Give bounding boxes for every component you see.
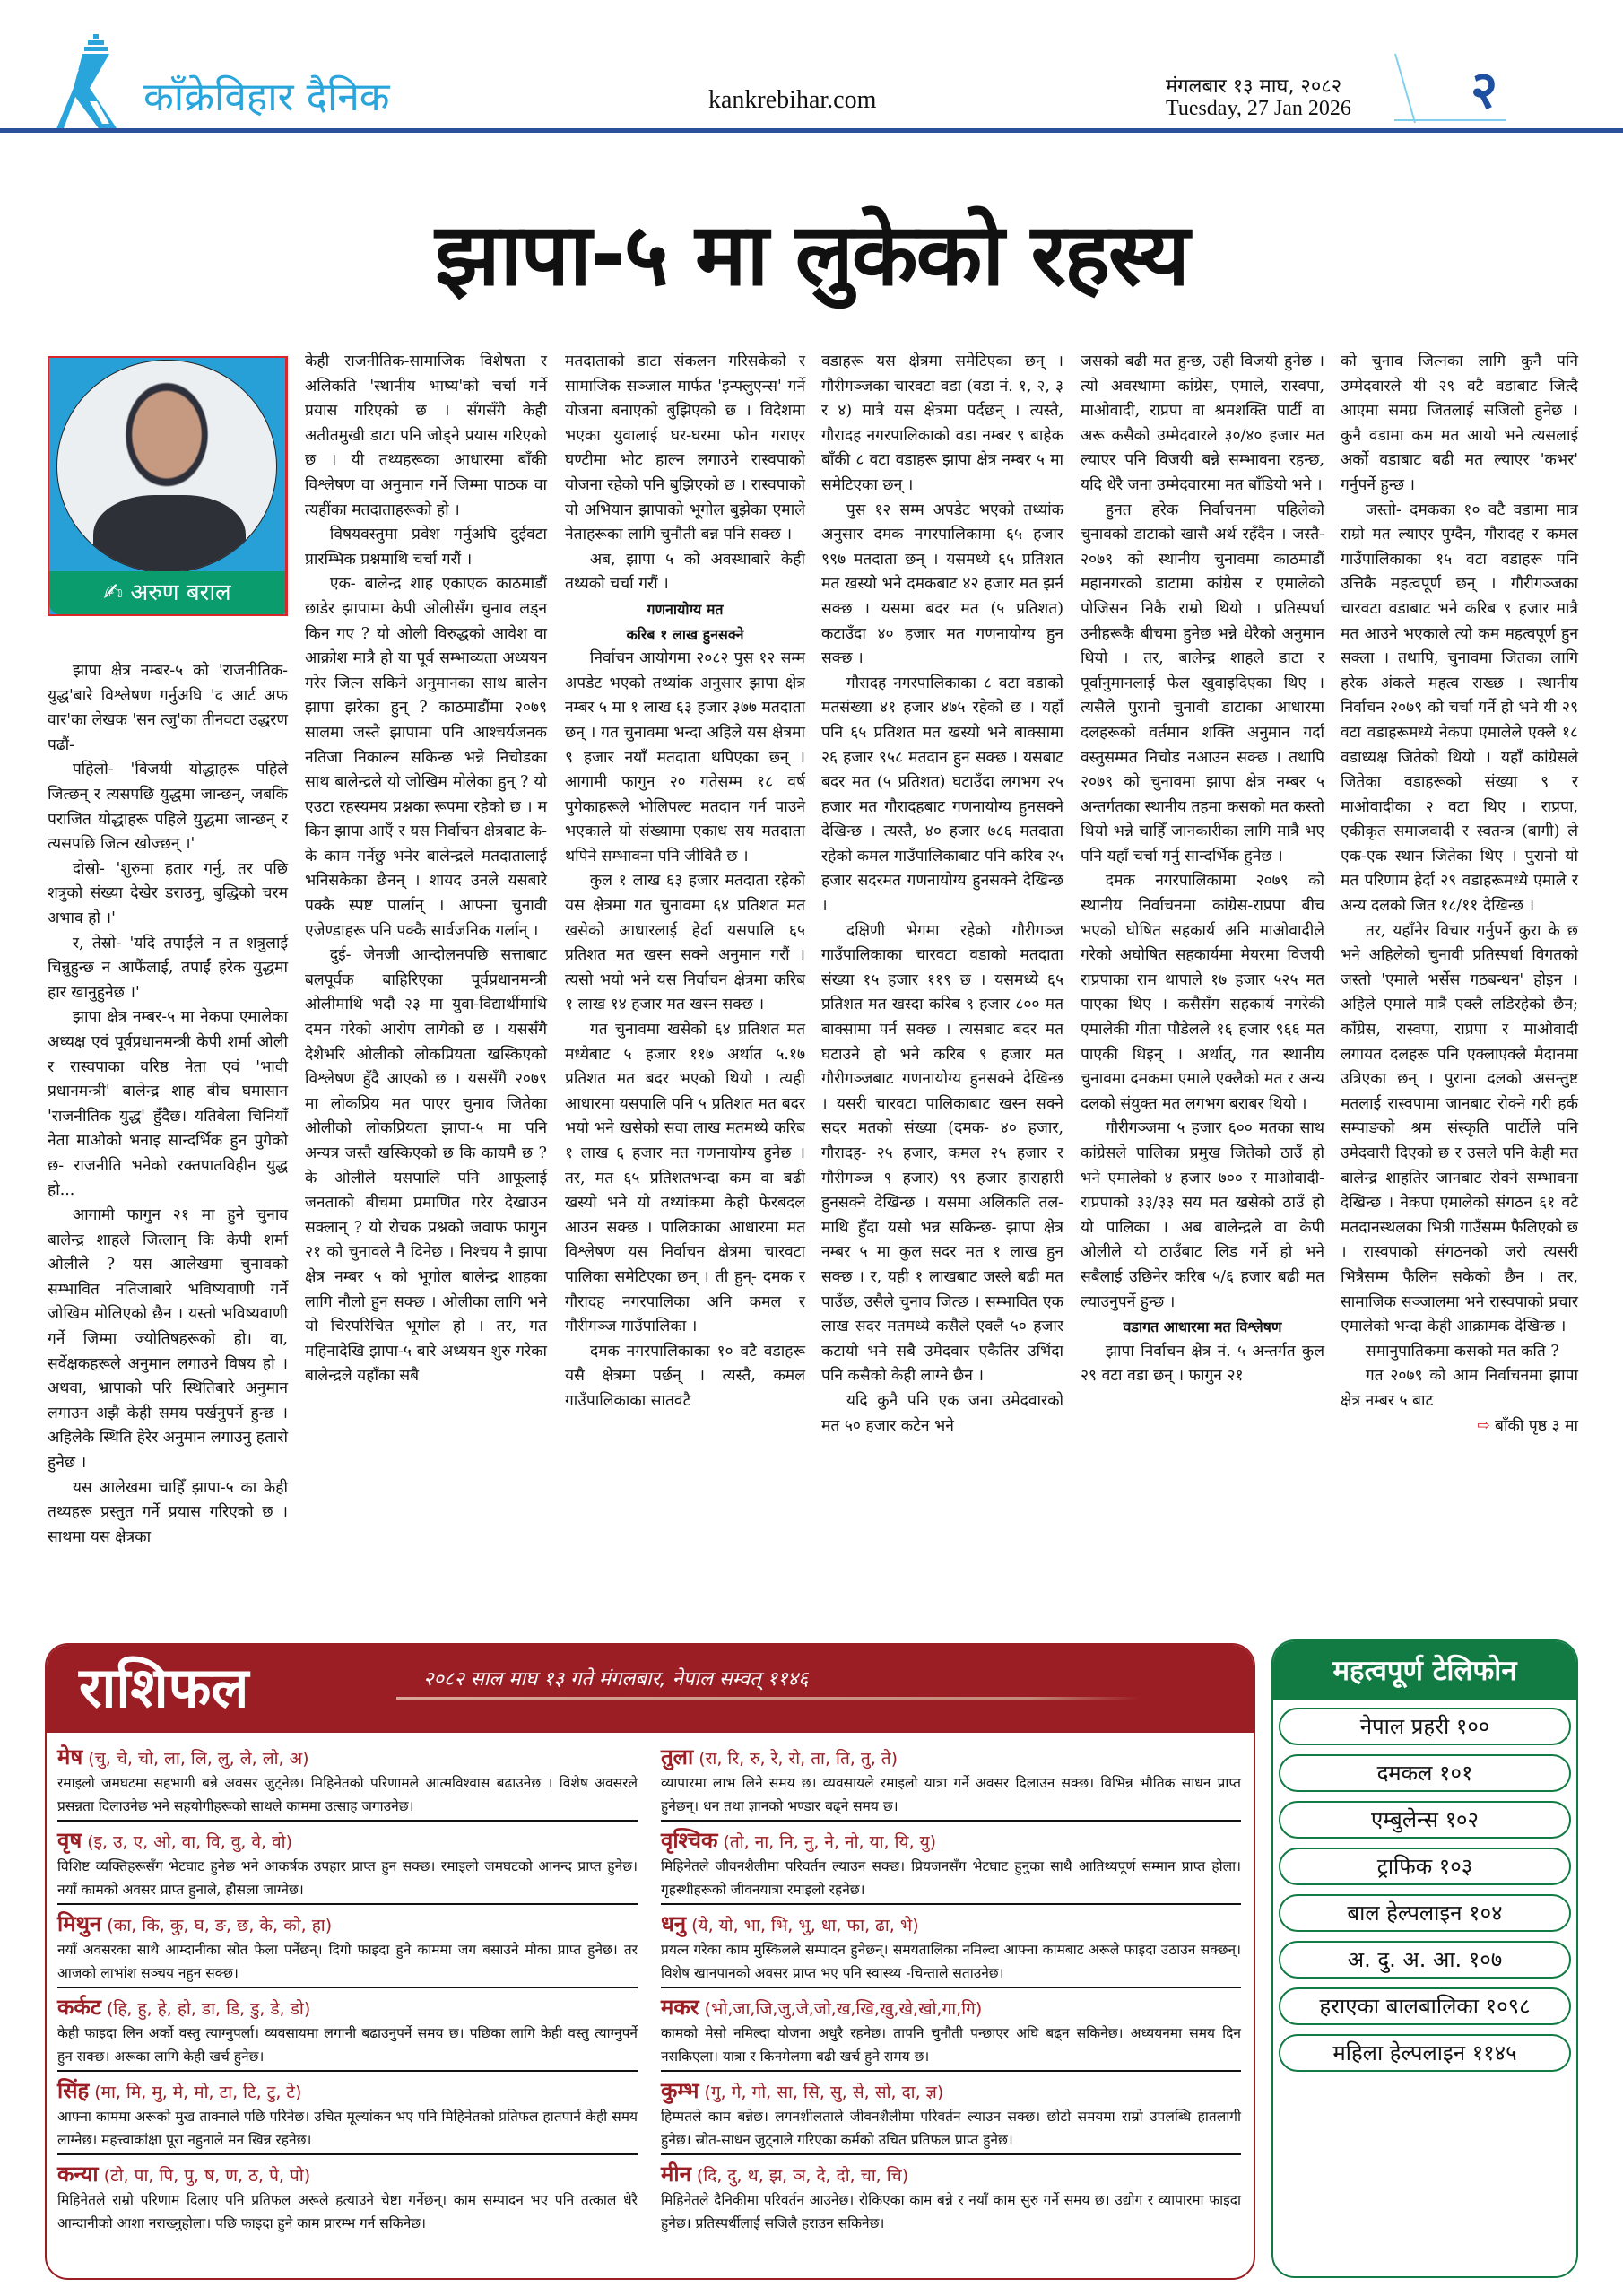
article-column (48, 659, 288, 1550)
article-paragraph: झापा निर्वाचन क्षेत्र नं. ५ अन्तर्गत कुल २९ वटा वडा छन् । फागुन २१ (1081, 1342, 1324, 1386)
rashiphal-header (47, 1645, 1254, 1733)
kankrebihar-logo-icon (56, 34, 145, 131)
arrow-right-icon: ⇨ (1476, 1416, 1496, 1435)
zodiac-sign-forecast: आफ्ना काममा अरूको मुख ताक्नाले पछि परिनेछ। उचित मूल्यांकन भए पनि मिहिनेतको प्रतिफल हातपार्न केही समय लाग्नेछ। महत्त्वाकांक्षा पूरा नहुनाले मन खिन्न रहनेछ। (57, 2109, 638, 2148)
article-paragraph: गत २०७९ को आम निर्वाचनमा झापा क्षेत्र नम्बर ५ बाट (1341, 1367, 1578, 1410)
rashiphal-title: राशिफल (79, 1655, 249, 1720)
date-english: Tuesday, 27 Jan 2026 (1166, 97, 1351, 120)
phone-entry: नेपाल प्रहरी १०० (1279, 1708, 1571, 1745)
phone-entry: एम्बुलेन्स १०२ (1279, 1801, 1571, 1839)
zodiac-sign-entry (57, 1909, 638, 1988)
article-subheading: करिब १ लाख हुनसक्ने (626, 625, 744, 643)
article-paragraph: आगामी फागुन २१ मा हुने चुनाव बालेन्द्र शाहले जित्लान् कि केपी शर्मा ओलीले ? यस आलेखमा चुनावको सम्भावित नतिजाबारे भविष्यवाणी गर्ने जोखिम मोलिएको छैन । यस्तो भविष्यवाणी गर्ने जिम्मा ज्योतिषहरूको हो। वा, सर्वेक्षकहरूले अनुमान लगाउने विषय हो । अथवा, भ्रापाको परि स्थितिबारे अनुमान लगाउन अझै केही समय पर्खनुपर्ने हुन्छ । अहिलेकै स्थिति हेरेर अनुमान लगाउनु हतारो हुनेछ । (48, 1206, 288, 1472)
article-paragraph: एक- बालेन्द्र शाह एकाएक काठमाडौं छाडेर झापामा केपी ओलीसँग चुनाव लड्न किन गए ? यो ओली विरुद्धको आवेश वा आक्रोश मात्रै हो या पूर्व सम्भाव्यता अध्ययन गरेर जित्न सकिने अनुमानका साथ बालेन झापा झरेका हुन् ? काठमाडौंमा २०७९ सालमा जस्तै झापामा पनि आश्चर्यजनक नतिजा निकाल्न सकिन्छ भन्ने निचोडका साथ बालेन्द्रले यो जोखिम मोलेका हुन् ? यो एउटा रहस्यमय प्रश्नका रूपमा रहेको छ । म किन झापा आएँ र यस निर्वाचन क्षेत्रबाट के-के काम गर्नेछु भनेर बालेन्द्रले मतदातालाई भनिसकेका छैनन् । शायद उनले यसबारे पक्कै स्पष्ट पार्लान् । आफ्ना चुनावी एजेण्डाहरू पनि पक्कै सार्वजनिक गर्लान् । (305, 575, 547, 940)
zodiac-sign-name: मिथुन (57, 1911, 102, 1936)
zodiac-sign-entry (661, 1909, 1241, 1988)
article-paragraph: को चुनाव जित्नका लागि कुनै पनि उम्मेदवारले यी २९ वटै वडाबाट जित्दै आएमा समग्र जितलाई सजिलो हुनेछ । कुनै वडामा कम मत आयो भने त्यसलाई अर्को वडाबाट बढी मत ल्याएर 'कभर' गर्नुपर्ने हुन्छ । (1341, 352, 1578, 494)
zodiac-sign-letters: (ये, यो, भा, भि, भु, धा, फा, ढा, भे) (686, 1916, 919, 1935)
masthead (0, 0, 1623, 120)
article-paragraph: गत चुनावमा खसेको ६४ प्रतिशत मत मध्येबाट ५ हजार ११७ अर्थात ५.१७ प्रतिशत मत बदर भएको थियो । त्यही आधारमा यसपालि पनि ५ प्रतिशत मत बदर भयो भने खसेको सवा लाख मतमध्ये करिब १ लाख ६ हजार मत गणनायोग्य हुनेछ । तर, मत ६५ प्रतिशतभन्दा कम वा बढी खस्यो भने यो तथ्यांकमा केही फेरबदल आउन सक्छ । पालिकाका आधारमा मत विश्लेषण यस निर्वाचन क्षेत्रमा चारवटा पालिका समेटिएका छन् । ती हुन्- दमक र गौरादह नगरपालिका अनि कमल र गौरीगञ्ज गाउँपालिका । (565, 1021, 805, 1336)
rashiphal-date-underline (396, 1697, 1141, 1700)
zodiac-sign-letters: (इ, उ, ए, ओ, वा, वि, वु, वे, वो) (82, 1832, 292, 1852)
zodiac-sign-letters: (चु, चे, चो, ला, लि, लु, ले, लो, अ) (82, 1749, 309, 1769)
zodiac-sign-letters: (टो, पा, पि, पु, ष, ण, ठ, पे, पो) (98, 2166, 311, 2186)
zodiac-sign-forecast: मिहिनेतले दैनिकीमा परिवर्तन आउनेछ। रोकिएका काम बन्ने र नयाँ काम सुरु गर्ने समय छ। उद्योग र व्यापारमा फाइदा हुनेछ। प्रतिस्पर्धीलाई सजिलै हराउन सकिनेछ। (661, 2192, 1241, 2231)
rashiphal-box (45, 1643, 1255, 2280)
zodiac-sign-letters: (का, कि, कु, घ, ङ, छ, के, को, हा) (101, 1916, 333, 1935)
zodiac-sign-name: तुला (661, 1744, 694, 1770)
article-paragraph: पहिलो- 'विजयी योद्धाहरू पहिले जित्छन् र त्यसपछि युद्धमा जान्छन्, जबकि पराजित योद्धाहरू पहिले युद्धमा जान्छन् र त्यसपछि जित्न खोज्छन् ।' (48, 761, 288, 854)
article-paragraph: विषयवस्तुमा प्रवेश गर्नुअघि दुईवटा प्रारम्भिक प्रश्नमाथि चर्चा गरौं । (305, 526, 547, 569)
article-paragraph: जसको बढी मत हुन्छ, उही विजयी हुनेछ । त्यो अवस्थामा कांग्रेस, एमाले, रास्वपा, माओवादी, राप्रपा वा श्रमशक्ति पार्टी वा अरू कसैको उम्मेदवारले ३०/४० हजार मत ल्याएर पनि विजयी बन्ने सम्भावना रहन्छ, यदि धेरै जना उम्मेदवारमा मत बाँडियो भने । (1081, 352, 1324, 494)
zodiac-sign-entry (661, 2159, 1241, 2237)
article-paragraph: झापा क्षेत्र नम्बर-५ को 'राजनीतिक-युद्ध'बारे विश्लेषण गर्नुअघि 'द आर्ट अफ वार'का लेखक 'सन त्जु'का तीनवटा उद्धरण पढौं- (48, 662, 288, 754)
article-subheading: वडागत आधारमा मत विश्लेषण (1123, 1318, 1282, 1336)
author-name: अरुण बराल (130, 579, 231, 606)
article-paragraph: वडाहरू यस क्षेत्रमा समेटिएका छन् । गौरीगञ्जका चारवटा वडा (वडा नं. १, २, ३ र ४) मात्रै यस क्षेत्रमा पर्दछन् । त्यस्तै, गौरादह नगरपालिकाको वडा नम्बर ९ बाहेक बाँकी ८ वटा वडाहरू झापा क्षेत्र नम्बर ५ मा समेटिएका छन् । (821, 352, 1063, 494)
brand-name: काँक्रेविहार दैनिक (143, 74, 390, 120)
phone-title: महत्वपूर्ण टेलिफोन (1273, 1641, 1576, 1700)
zodiac-sign-name: सिंह (57, 2078, 90, 2103)
zodiac-sign-forecast: रमाइलो जमघटमा सहभागी बन्ने अवसर जुट्नेछ। मिहिनेतको परिणामले आत्मविश्वास बढाउनेछ । विशेष अवसरले प्रसन्नता दिलाउनेछ भने सहयोगीहरूको साथले काममा उत्साह जगाउनेछ। (57, 1775, 638, 1814)
zodiac-sign-entry (661, 1825, 1241, 1905)
zodiac-sign-forecast: प्रयत्न गरेका काम मुस्किलले सम्पादन हुनेछन्। समयतालिका नमिल्दा आफ्ना कामबाट अरूले फाइदा उठाउन सक्छन्। विशेष खानपानको अवसर प्राप्त भए पनि स्वास्थ्य -चिन्ताले सताउनेछ। (661, 1942, 1241, 1981)
article-paragraph: दक्षिणी भेगमा रहेको गौरीगञ्ज गाउँपालिकाका चारवटा वडाको मतदाता संख्या १५ हजार ११९ छ । यसमध्ये ६५ प्रतिशत मत खस्दा करिब ९ हजार ८०० मत बाक्सामा पर्न सक्छ । त्यसबाट बदर मत घटाउने हो भने करिब ९ हजार मत गौरीगञ्जबाट गणनायोग्य हुनसक्ने देखिन्छ । यसरी चारवटा पालिकाबाट खस्न सक्ने सदर मतको संख्या (दमक- ४० हजार, गौरादह- २५ हजार, कमल २५ हजार र गौरीगञ्ज ९ हजार) ९९ हजार हाराहारी हुनसक्ने देखिन्छ । यसमा अलिकति तल-माथि हुँदा यसो भन्न सकिन्छ- झापा क्षेत्र नम्बर ५ मा कुल सदर मत १ लाख हुन सक्छ । र, यही १ लाखबाट जस्ले बढी मत पाउँछ, उसैले चुनाव जित्छ । सम्भावित एक लाख सदर मतमध्ये कसैले एक्लै ५० हजार कटायो भने सबै उमेदवार एकैतिर उभिंदा पनि कसैको केही लाग्ने छैन । (821, 921, 1063, 1386)
headline: झापा-५ मा लुकेको रहस्य (435, 204, 1188, 305)
phone-entry: हराएका बालबालिका १०९८ (1279, 1987, 1571, 2025)
zodiac-sign-letters: (रा, रि, रु, रे, रो, ता, ति, तु, ते) (693, 1749, 898, 1769)
article-paragraph: दमक नगरपालिकाका १० वटै वडाहरू यसै क्षेत्रमा पर्छन् । त्यस्तै, कमल गाउँपालिकाका सातवटै (565, 1342, 805, 1410)
zodiac-sign-forecast: मिहिनेतले राम्रो परिणाम दिलाए पनि प्रतिफल अरूले हत्याउने चेष्टा गर्नेछन्। काम सम्पादन भए पनि तत्काल धेरै आम्दानीको आशा नराख्नुहोला। पछि फाइदा हुने काम प्रारम्भ गर्न सकिनेछ। (57, 2192, 638, 2231)
author-byline (49, 571, 285, 614)
zodiac-sign-entry (661, 2075, 1241, 2155)
author-photo (56, 360, 277, 573)
article-paragraph: तर, यहाँनेर विचार गर्नुपर्ने कुरा के छ भने अहिलेको चुनावी प्रतिस्पर्धा विगतको जस्तो 'एमाले भर्सेस गठबन्धन' होइन । अहिले एमाले मात्रै एक्लै लडिरहेको छैन; काँग्रेस, रास्वपा, राप्रपा र माओवादी लगायत दलहरू पनि एक्लाएक्लै मैदानमा उत्रिएका छन् । पुराना दलको असन्तुष्ट मतलाई रास्वपामा जानबाट रोक्ने गरी हर्क सम्पाङको श्रम संस्कृति पार्टीले पनि उमेदवारी दिएको छ र उसले पनि केही मत बालेन्द्र शाहतिर जानबाट रोक्ने सम्भावना देखिन्छ । नेकपा एमालेको संगठन ६१ वटै मतदानस्थलका भित्री गाउँसम्म फैलिएको छ । रास्वपाको संगठनको जरो त्यसरी भित्रैसम्म फैलिन सकेको छैन । तर, सामाजिक सञ्जालमा भने रास्वपाको प्रचार एमालेको भन्दा केही आक्रामक देखिन्छ । (1341, 921, 1578, 1336)
article-paragraph: गौरादह नगरपालिकाका ८ वटा वडाको मतसंख्या ४१ हजार ४७५ रहेको छ । यहाँ पनि ६५ प्रतिशत मत खस्यो भने बाक्सामा २६ हजार ९५८ मतदान हुन सक्छ । यसबाट बदर मत (५ प्रतिशत) घटाउँदा लगभग २५ हजार मत गौरादहबाट गणनायोग्य हुनसक्ने देखिन्छ । त्यस्तै, ४० हजार ७८६ मतदाता रहेको कमल गाउँपालिकाबाट पनि करिब २५ हजार सदरमत गणनायोग्य हुनसक्ने देखिन्छ । (821, 674, 1063, 916)
zodiac-sign-name: कुम्भ (661, 2078, 699, 2103)
zodiac-sign-forecast: नयाँ अवसरका साथै आम्दानीका स्रोत फेला पर्नेछन्। दिगो फाइदा हुने काममा जग बसाउने मौका प्राप्त हुनेछ। तर आजको लाभांश सञ्चय नहुन सक्छ। (57, 1942, 638, 1981)
date-nepali: मंगलबार १३ माघ, २०८२ (1166, 75, 1342, 98)
zodiac-sign-letters: (तो, ना, नि, नु, ने, नो, या, यि, यु) (717, 1832, 937, 1852)
article-paragraph: यस आलेखमा चाहिँ झापा-५ का केही तथ्यहरू प्रस्तुत गर्ने प्रयास गरिएको छ । साथमा यस क्षेत्रका (48, 1478, 288, 1546)
zodiac-sign-name: धनु (661, 1911, 687, 1936)
zodiac-sign-forecast: विशिष्ट व्यक्तिहरूसँग भेटघाट हुनेछ भने आकर्षक उपहार प्राप्त हुन सक्छ। रमाइलो जमघटको आनन्द प्राप्त हुनेछ। नयाँ कामको अवसर प्राप्त हुनाले, हौसला जाग्नेछ। (57, 1858, 638, 1898)
phone-entry: ट्राफिक १०३ (1279, 1848, 1571, 1885)
zodiac-sign-forecast: केही फाइदा लिन अर्को वस्तु त्याग्नुपर्ला। व्यवसायमा लगानी बढाउनुपर्ने समय छ। पछिका लागि केही वस्तु त्याग्नुपर्ने हुन सक्छ। अरूका लागि केही खर्च हुनेछ। (57, 2025, 638, 2065)
zodiac-sign-letters: (भो,जा,जि,जु,जे,जो,ख,खि,खु,खे,खो,गा,गि) (699, 1999, 983, 2019)
article-paragraph: केही राजनीतिक-सामाजिक विशेषता र अलिकति 'स्थानीय भाष्य'को चर्चा गर्ने प्रयास गरिएको छ । सँगसँगै केही अतीतमुखी डाटा पनि जोड्ने प्रयास गरिएको छ । यी तथ्यहरूका आधारमा बाँकी विश्लेषण वा अनुमान गर्ने जिम्मा पाठक वा त्यहींका मतदाताहरूको हो । (305, 352, 547, 519)
article-paragraph: समानुपातिकमा कसको मत कति ? (1365, 1342, 1559, 1361)
article-column (1341, 350, 1578, 1439)
zodiac-sign-entry (57, 2159, 638, 2237)
article-paragraph: मतदाताको डाटा संकलन गरिसकेको र सामाजिक सञ्जाल मार्फत 'इन्फ्लुएन्स' गर्ने योजना बनाएको बुझिएको छ । विदेशमा भएका युवालाई घर-घरमा फोन गराएर घण्टीमा भोट हाल्न लगाउने रास्वपाको योजना रहेको पनि बुझिएको छ । रास्वपाको यो अभियान झापाको भूगोल बुझेका एमाले नेताहरूका लागि चुनौती बन्न पनि सक्छ । (565, 352, 805, 544)
important-phone-box (1271, 1639, 1578, 2278)
zodiac-sign-letters: (दि, दु, थ, झ, ञ, दे, दो, चा, चि) (690, 2166, 909, 2186)
continued-on-page (1341, 1414, 1578, 1439)
article-paragraph: दमक नगरपालिकामा २०७९ को स्थानीय निर्वाचनमा कांग्रेस-राप्रपा बीच भएको घोषित सहकार्य अनि माओवादीले गरेको अघोषित सहकार्यमा मेयरमा विजयी राप्रपाका राम थापाले १७ हजार ५२५ मत पाएका थिए । कसैसँग सहकार्य नगरेकी एमालेकी गीता पौडेलले १६ हजार ९६६ मत पाएकी थिइन् । अर्थात्, गत स्थानीय चुनावमा दमकमा एमाले एक्लैको मत र अन्य दलको संयुक्त मत लगभग बराबर थियो । (1081, 872, 1324, 1113)
article-paragraph: निर्वाचन आयोगमा २०८२ पुस १२ सम्म अपडेट भएको तथ्यांक अनुसार झापा क्षेत्र नम्बर ५ मा १ लाख ६३ हजार ३७७ मतदाता छन् । गत चुनावमा भन्दा अहिले यस क्षेत्रमा ९ हजार नयाँ मतदाता थपिएका छन् । आगामी फागुन २० गतेसम्म १८ वर्ष पुगेकाहरूले भोलिपल्ट मतदान गर्न पाउने भएकाले यो संख्यामा एकाध सय मतदाता थपिने सम्भावना पनि जीवितै छ । (565, 649, 805, 865)
pen-icon: ✍ (103, 579, 131, 606)
zodiac-sign-name: वृश्चिक (661, 1828, 718, 1853)
zodiac-sign-entry (661, 1992, 1241, 2072)
zodiac-sign-entry (661, 1742, 1241, 1822)
author-photo-card (48, 356, 288, 616)
zodiac-sign-entry (57, 2075, 638, 2155)
website: kankrebihar.com (708, 86, 877, 114)
zodiac-sign-name: मकर (661, 1995, 699, 2020)
continued-label: बाँकी पृष्ठ ३ मा (1495, 1416, 1578, 1435)
article-column (821, 350, 1063, 1439)
zodiac-sign-forecast: हिम्मतले काम बन्नेछ। लगनशीलताले जीवनशैलीमा परिवर्तन ल्याउन सक्छ। छोटो समयमा राम्रो उपलब्धि हातलागी हुनेछ। स्रोत-साधन जुट्नाले गरिएका कर्मको उचित प्रतिफल प्राप्त हुनेछ। (661, 2109, 1241, 2148)
zodiac-sign-forecast: मिहिनेतले जीवनशैलीमा परिवर्तन ल्याउन सक्छ। प्रियजनसँग भेटघाट हुनुका साथै आतिथ्यपूर्ण सम्मान प्राप्त होला। गृहस्थीहरूको जीवनयात्रा रमाइलो रहनेछ। (661, 1858, 1241, 1898)
zodiac-sign-name: कर्कट (57, 1995, 101, 2020)
zodiac-sign-name: कन्या (57, 2161, 99, 2187)
phone-entry: अ. दु. अ. आ. १०७ (1279, 1941, 1571, 1979)
article-paragraph: गौरीगञ्जमा ५ हजार ६०० मतका साथ कांग्रेसले पालिका प्रमुख जितेको ठाउँ हो भने एमालेको ४ हजार ७०० र माओवादी-राप्रपाको ३३/३३ सय मत खसेको ठाउँ हो यो पालिका । अब बालेन्द्रले वा केपी ओलीले यो ठाउँबाट लिड गर्ने हो भने सबैलाई उछिनेर करिब ५/६ हजार बढी मत ल्याउनुपर्ने हुन्छ । (1081, 1119, 1324, 1311)
rashiphal-left-column (57, 1742, 638, 2240)
zodiac-sign-forecast: कामको मेसो नमिल्दा योजना अधुरै रहनेछ। तापनि चुनौती पन्छाएर अघि बढ्न सकिनेछ। अध्ययनमा समय दिन नसकिएला। यात्रा र किनमेलमा बढी खर्च हुने समय छ। (661, 2025, 1241, 2065)
zodiac-sign-letters: (हि, हु, हे, हो, डा, डि, डु, डे, डो) (100, 1999, 311, 2019)
article-column (565, 350, 805, 1414)
article-paragraph: झापा क्षेत्र नम्बर-५ मा नेकपा एमालेका अध्यक्ष एवं पूर्वप्रधानमन्त्री केपी शर्मा ओली र रास्वपाका वरिष्ठ नेता एवं 'भावी प्रधानमन्त्री' बालेन्द्र शाह बीच घमासान 'राजनीतिक युद्ध' हुँदैछ। यतिबेला चिनियाँ नेता माओको भनाइ सान्दर्भिक हुन पुगेको छ- राजनीति भनेको रक्तपातविहीन युद्ध हो... (48, 1008, 288, 1200)
article-paragraph: दोस्रो- 'शुरुमा हतार गर्नु, तर पछि शत्रुको संख्या देखेर डराउनु, बुद्धिको चरम अभाव हो ।' (48, 859, 288, 927)
article-paragraph: दुई- जेनजी आन्दोलनपछि सत्ताबाट बलपूर्वक बाहिरिएका पूर्वप्रधानमन्त्री ओलीमाथि भदौ २३ मा युवा-विद्यार्थीमाथि दमन गरेको आरोप लागेको छ । यससँगै देशैभरि ओलीको लोकप्रियता खस्किएको विश्लेषण हुँदै आएको छ । यससँगै २०७९ मा लोकप्रिय मत पाएर चुनाव जितेका ओलीको लोकप्रियता झापा-५ मा पनि अन्यत्र जस्तै खस्किएको छ कि कायमै छ ? के ओलीले यसपालि पनि आफूलाई जनताको बीचमा प्रमाणित गरेर देखाउन सक्लान् ? यो रोचक प्रश्नको जवाफ फागुन २१ को चुनावले नै दिनेछ । निश्चय नै झापा क्षेत्र नम्बर ५ को भूगोल बालेन्द्र शाहका लागि नौलो हुन सक्छ । ओलीका लागि भने यो चिरपरिचित भूगोल हो । तर, गत महिनादेखि झापा-५ बारे अध्ययन शुरु गरेका बालेन्द्रले यहाँका सबै (305, 946, 547, 1386)
article-paragraph: हुनत हरेक निर्वाचनमा पहिलेको चुनावको डाटाको खासै अर्थ रहँदैन । जस्तै- २०७९ को स्थानीय चुनावमा काठमाडौं महानगरको डाटामा कांग्रेस र एमालेको पोजिसन निकै राम्रो थियो । प्रतिस्पर्धा उनीहरूकै बीचमा हुनेछ भन्ने धेरैको अनुमान थियो । तर, बालेन्द्र शाहले डाटा र पूर्वानुमानलाई फेल खुवाइदिएका थिए । त्यसैले पुरानो चुनावी डाटाका आधारमा दलहरूको वर्तमान शक्ति अनुमान गर्दा वस्तुसम्मत निचोड नआउन सक्छ । तथापि २०७९ को चुनावमा झापा क्षेत्र नम्बर ५ अन्तर्गतका स्थानीय तहमा कसको मत कस्तो थियो भन्ने चाहिँ जानकारीका लागि मात्रै भए पनि यहाँ चर्चा गर्नु सान्दर्भिक हुनेछ । (1081, 500, 1324, 865)
rashiphal-date: २०८२ साल माघ १३ गते मंगलबार, नेपाल सम्वत् ११४६ (423, 1668, 809, 1691)
phone-entry: बाल हेल्पलाइन १०४ (1279, 1894, 1571, 1932)
phone-entry: महिला हेल्पलाइन ११४५ (1279, 2034, 1571, 2072)
zodiac-sign-forecast: व्यापारमा लाभ लिने समय छ। व्यवसायले रमाइलो यात्रा गर्ने अवसर दिलाउन सक्छ। विभिन्न भौतिक साधन प्राप्त हुनेछन्। धन तथा ज्ञानको भण्डार बढ्ने समय छ। (661, 1775, 1241, 1814)
zodiac-sign-entry (57, 1825, 638, 1905)
article-paragraph: यदि कुनै पनि एक जना उमेदवारको मत ५० हजार कटेन भने (821, 1391, 1063, 1435)
phone-entry: दमकल १०१ (1279, 1754, 1571, 1792)
zodiac-sign-name: वृष (57, 1828, 82, 1853)
zodiac-sign-name: मीन (661, 2161, 691, 2187)
zodiac-sign-name: मेष (57, 1744, 83, 1770)
article-paragraph: कुल १ लाख ६३ हजार मतदाता रहेको यस क्षेत्रमा गत चुनावमा ६४ प्रतिशत मत खसेको आधारलाई हेर्दा यसपालि ६५ प्रतिशत मत खस्न सक्ने अनुमान गरौं । त्यसो भयो भने यस निर्वाचन क्षेत्रमा करिब १ लाख १४ हजार मत खस्न सक्छ । (565, 872, 805, 1014)
article-paragraph: पुस १२ सम्म अपडेट भएको तथ्यांक अनुसार दमक नगरपालिकामा ६५ हजार ९९७ मतदाता छन् । यसमध्ये ६५ प्रतिशत मत खस्यो भने दमकबाट ४२ हजार मत झर्न सक्छ । यसमा बदर मत (५ प्रतिशत) कटाउँदा ४० हजार मत गणनायोग्य हुन सक्छ । (821, 500, 1063, 668)
page-number: २ (1471, 59, 1498, 120)
zodiac-sign-entry (57, 1992, 638, 2072)
article-subheading: गणनायोग्य मत (647, 600, 724, 618)
phone-list (1273, 1700, 1576, 2088)
article-paragraph: र, तेस्रो- 'यदि तपाईंले न त शत्रुलाई चिन्नुहुन्छ न आफैंलाई, तपाईं हरेक युद्धमा हार खानुहुनेछ ।' (48, 934, 288, 1002)
zodiac-sign-entry (57, 1742, 638, 1822)
article-column (1081, 350, 1324, 1389)
masthead-rule (0, 128, 1623, 133)
zodiac-sign-letters: (मा, मि, मु, मे, मो, टा, टि, टु, टे) (89, 2083, 302, 2102)
zodiac-sign-letters: (गु, गे, गो, सा, सि, सु, से, सो, दा, ज्ञ) (699, 2083, 944, 2102)
article-paragraph: अब, झापा ५ को अवस्थाबारे केही तथ्यको चर्चा गरौं । (565, 550, 805, 594)
article-paragraph: जस्तो- दमकका १० वटै वडामा मात्र राम्रो मत ल्याएर पुग्दैन, गौरादह र कमल गाउँपालिकाका १५ वटा वडाहरू पनि उत्तिकै महत्वपूर्ण छन् । गौरीगञ्जका चारवटा वडाबाट भने करिब ९ हजार मात्रै मत आउने भएकाले त्यो कम महत्वपूर्ण हुन सक्ला । तथापि, चुनावमा जितका लागि हरेक अंकले महत्व राख्छ । स्थानीय निर्वाचन २०७९ को चर्चा गर्ने हो भने यी २९ वटा वडाहरूमध्ये नेकपा एमालेले एक्लै १८ वडाध्यक्ष जितेको थियो । यहाँ कांग्रेसले जितेका वडाहरूको संख्या ९ र माओवादीका २ वटा थिए । राप्रपा, एकीकृत समाजवादी र स्वतन्त्र (बागी) ले एक-एक स्थान जितेका थिए । पुरानो यो मत परिणाम हेर्दा २९ वडाहरूमध्ये एमाले र अन्य दलको जित १८/११ देखिन्छ । (1341, 500, 1578, 916)
article-column (305, 350, 547, 1389)
rashiphal-right-column (661, 1742, 1241, 2240)
